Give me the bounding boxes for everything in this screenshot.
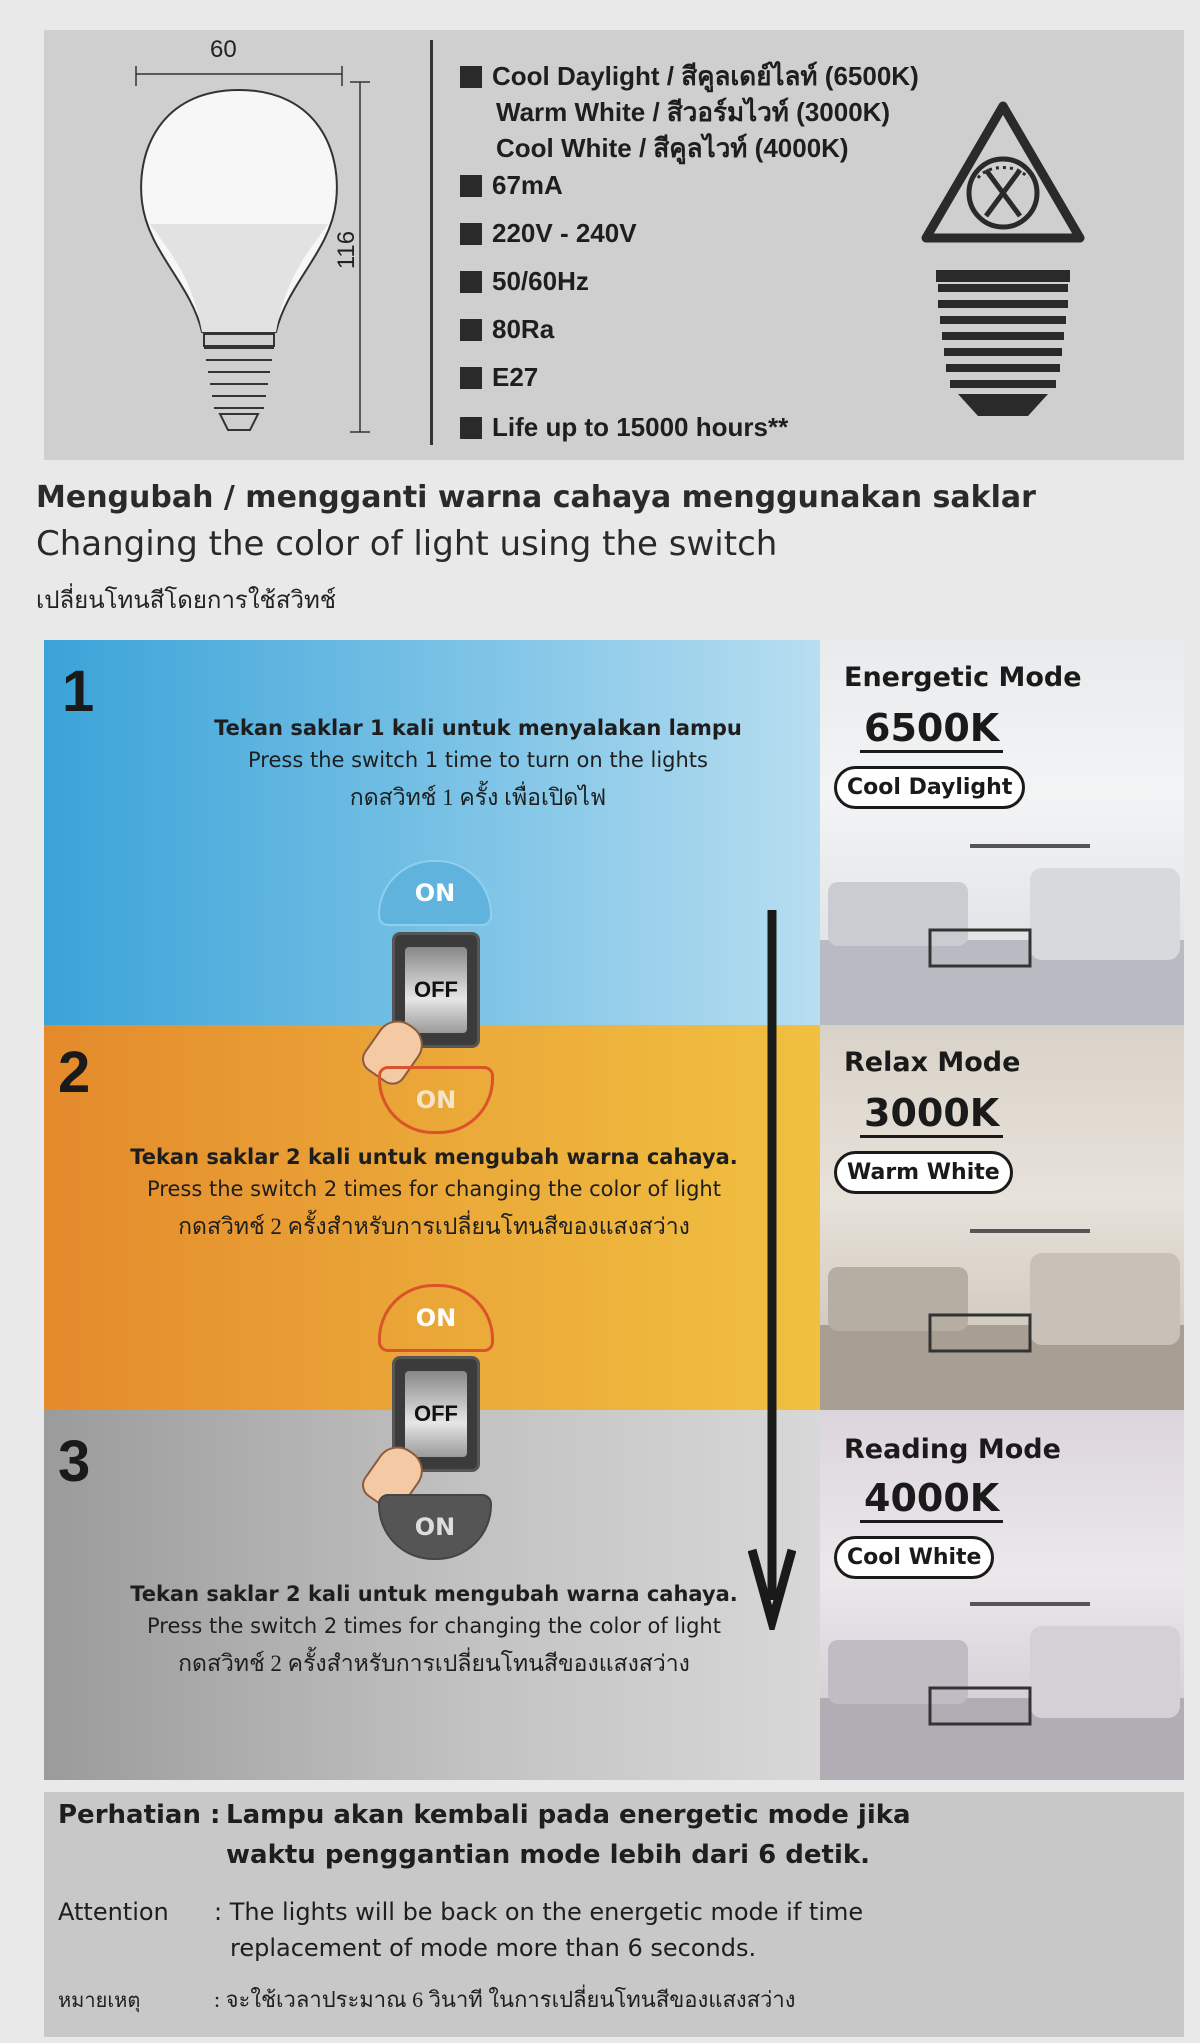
- switch-on-indicator: ON: [378, 1494, 492, 1560]
- bullet-square-icon: [460, 223, 482, 245]
- mode-2-kelvin: 3000K: [860, 1091, 1003, 1138]
- mode-2-name: Warm White: [834, 1151, 1013, 1194]
- mode-3-kelvin: 4000K: [860, 1476, 1003, 1523]
- mode-2-title: Relax Mode: [844, 1047, 1021, 1078]
- spec-current: 67mA: [492, 170, 563, 200]
- bulb-outline-icon: [120, 52, 410, 442]
- step-3-number: 3: [58, 1429, 91, 1494]
- spec-frequency: 50/60Hz: [492, 266, 589, 296]
- mode-photo-energetic: [820, 640, 1184, 1025]
- spec-cri: 80Ra: [492, 314, 555, 344]
- bullet-square-icon: [460, 319, 482, 341]
- attention-text-th: : จะใช้เวลาประมาณ 6 วินาที ในการเปลี่ยนโทนสีของแสงสว่าง: [214, 1987, 796, 2012]
- bullet-square-icon: [460, 417, 482, 439]
- step-3-text-id: Tekan saklar 2 kali untuk mengubah warna cahaya.: [130, 1582, 738, 1606]
- attention-text-id-1: Lampu akan kembali pada energetic mode jika: [226, 1800, 911, 1830]
- bullet-square-icon: [460, 271, 482, 293]
- step-1-text-th: กดสวิทช์ 1 ครั้ง เพื่อเปิดไฟ: [349, 785, 607, 810]
- step-2-text-id: Tekan saklar 2 kali untuk mengubah warna cahaya.: [130, 1145, 738, 1169]
- dimmer-warning-icon: [918, 98, 1088, 428]
- mode-3-name: Cool White: [834, 1536, 994, 1579]
- bulb-height-label: 116: [333, 230, 361, 270]
- spec-voltage-row: [460, 218, 637, 249]
- step-2-number: 2: [58, 1040, 91, 1105]
- living-room-image: [820, 1580, 1184, 1780]
- heading-indonesian: Mengubah / mengganti warna cahaya menggunakan saklar: [36, 480, 1036, 515]
- spec-color-mode-1: Cool Daylight / สีคูลเดย์ไลท์ (6500K): [492, 61, 919, 91]
- switch-2-rocker: OFF: [405, 1371, 467, 1457]
- spec-color-mode-row: [460, 56, 919, 97]
- mode-photo-relax: [820, 1025, 1184, 1410]
- step-1-number: 1: [62, 659, 95, 724]
- mode-1-title: Energetic Mode: [844, 662, 1082, 693]
- mode-photo-reading: [820, 1410, 1184, 1780]
- step-3-text-th: กดสวิทช์ 2 ครั้งสำหรับการเปลี่ยนโทนสีของแสงสว่าง: [178, 1651, 690, 1676]
- attention-label-id: Perhatian :: [58, 1800, 221, 1830]
- spec-color-mode-3: Cool White / สีคูลไวท์ (4000K): [496, 133, 849, 163]
- bullet-square-icon: [460, 367, 482, 389]
- mode-1-kelvin: 6500K: [860, 706, 1003, 753]
- attention-text-en-2: replacement of mode more than 6 seconds.: [230, 1934, 757, 1962]
- attention-text-en-1: : The lights will be back on the energetic mode if time: [214, 1898, 864, 1926]
- living-room-image: [820, 820, 1184, 1025]
- step-3-text-en: Press the switch 2 times for changing the color of light: [147, 1614, 721, 1638]
- attention-label-th: หมายเหตุ: [58, 1990, 141, 2012]
- step-1-text-en: Press the switch 1 time to turn on the lights: [248, 748, 708, 772]
- spec-divider: [430, 40, 433, 445]
- step-2-text-th: กดสวิทช์ 2 ครั้งสำหรับการเปลี่ยนโทนสีของแสงสว่าง: [178, 1214, 690, 1239]
- attention-text-id-2: waktu penggantian mode lebih dari 6 detik.: [226, 1840, 871, 1870]
- spec-life-row: [460, 412, 788, 443]
- mode-1-name: Cool Daylight: [834, 766, 1025, 809]
- spec-life: Life up to 15000 hours**: [492, 412, 789, 442]
- step-2-text-en: Press the switch 2 times for changing the color of light: [147, 1177, 721, 1201]
- bullet-square-icon: [460, 66, 482, 88]
- step-1-text-id: Tekan saklar 1 kali untuk menyalakan lampu: [214, 716, 742, 740]
- bulb-width-label: 60: [210, 36, 237, 63]
- spec-base-row: [460, 362, 538, 393]
- attention-label-en: Attention: [58, 1898, 169, 1926]
- spec-current-row: [460, 170, 563, 201]
- spec-color-mode-2: Warm White / สีวอร์มไวท์ (3000K): [496, 97, 891, 127]
- living-room-image: [820, 1205, 1184, 1410]
- spec-frequency-row: [460, 266, 589, 297]
- down-arrow-icon: [748, 910, 796, 1630]
- mode-3-title: Reading Mode: [844, 1434, 1061, 1465]
- switch-on-indicator: ON: [378, 1066, 494, 1134]
- switch-on-indicator: ON: [378, 860, 492, 926]
- switch-1-rocker: OFF: [405, 947, 467, 1033]
- spec-voltage: 220V - 240V: [492, 218, 637, 248]
- switch-on-indicator: ON: [378, 1284, 494, 1352]
- spec-base: E27: [492, 362, 539, 392]
- bullet-square-icon: [460, 175, 482, 197]
- heading-english: Changing the color of light using the switch: [36, 524, 778, 564]
- heading-thai: เปลี่ยนโทนสีโดยการใช้สวิทช์: [36, 587, 337, 614]
- spec-cri-row: [460, 314, 554, 345]
